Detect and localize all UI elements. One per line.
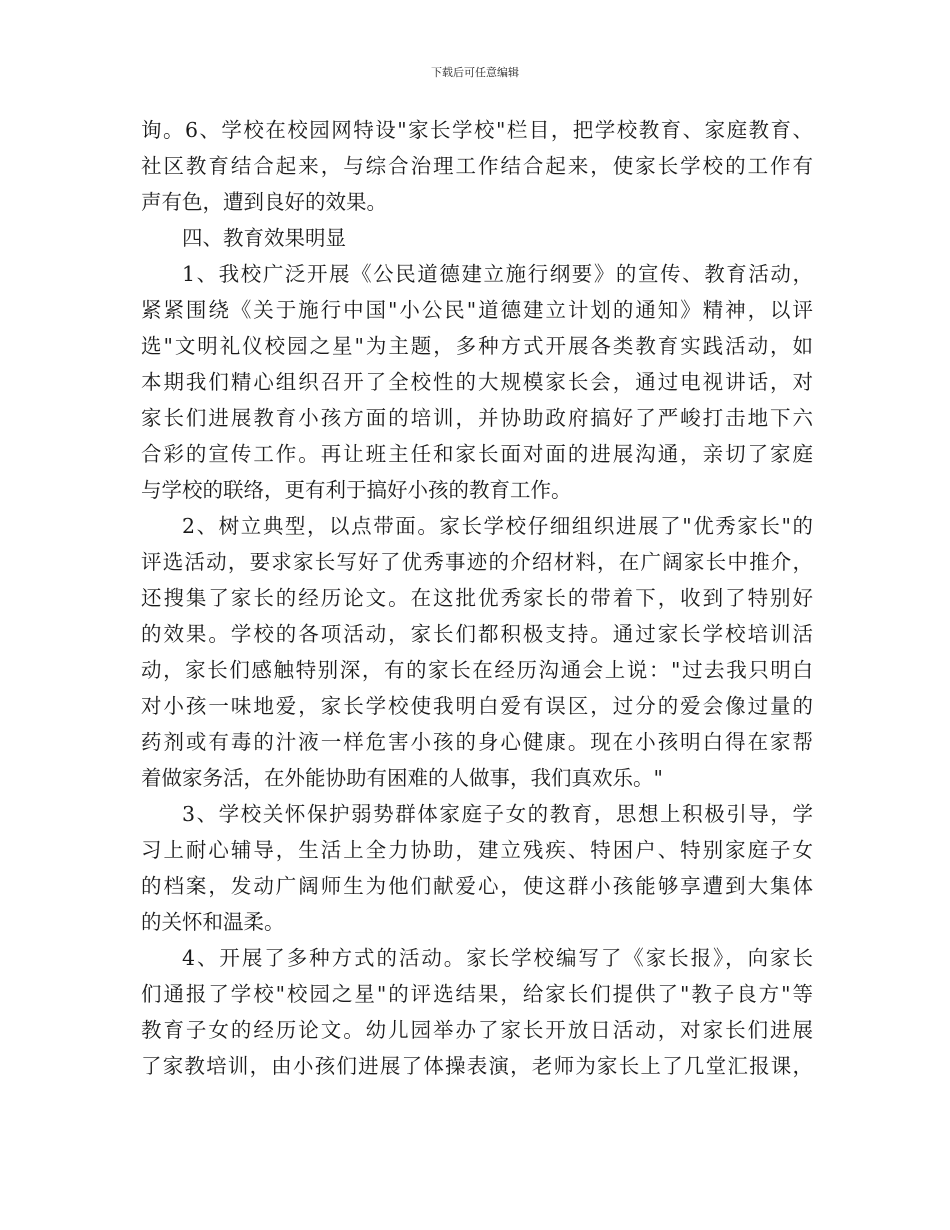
text-line: 动，家长们感触特别深，有的家长在经历沟通会上说："过去我只明白 (141, 658, 813, 682)
text-line: 对小孩一味地爱，家长学校使我明白爱有误区，过分的爱会像过量的 (141, 694, 813, 718)
text-line: 2、树立典型，以点带面。家长学校仔细组织进展了"优秀家长"的 (182, 514, 813, 538)
text-line: 习上耐心辅导，生活上全力协助，建立残疾、特困户、特别家庭子女 (141, 838, 813, 862)
text-line: 社区教育结合起来，与综合治理工作结合起来，使家长学校的工作有 (141, 154, 813, 178)
text-line: 3、学校关怀保护弱势群体家庭子女的教育，思想上积极引导，学 (182, 802, 813, 826)
text-line: 四、教育效果明显 (182, 226, 346, 250)
text-line: 了家教培训，由小孩们进展了体操表演，老师为家长上了几堂汇报课， (141, 1054, 813, 1078)
document-body (141, 112, 813, 1084)
text-line: 教育子女的经历论文。幼儿园举办了家长开放日活动，对家长们进展 (141, 1018, 813, 1042)
text-line: 1、我校广泛开展《公民道德建立施行纲要》的宣传、教育活动， (182, 262, 813, 286)
text-line: 合彩的宣传工作。再让班主任和家长面对面的进展沟通，亲切了家庭 (141, 442, 813, 466)
text-line: 们通报了学校"校园之星"的评选结果，给家长们提供了"教子良方"等 (141, 982, 813, 1006)
page-header: 下载后可任意编辑 (431, 66, 519, 79)
text-line: 紧紧围绕《关于施行中国"小公民"道德建立计划的通知》精神，以评 (141, 298, 813, 322)
text-line: 评选活动，要求家长写好了优秀事迹的介绍材料，在广阔家长中推介， (141, 550, 813, 574)
text-line: 的关怀和温柔。 (141, 910, 285, 934)
text-line: 与学校的联络，更有利于搞好小孩的教育工作。 (141, 478, 572, 502)
text-line: 本期我们精心组织召开了全校性的大规模家长会，通过电视讲话，对 (141, 370, 813, 394)
text-line: 询。6、学校在校园网特设"家长学校"栏目，把学校教育、家庭教育、 (141, 118, 813, 142)
text-line: 声有色，遭到良好的效果。 (141, 190, 387, 214)
text-line: 4、开展了多种方式的活动。家长学校编写了《家长报》，向家长 (182, 946, 813, 970)
text-line: 还搜集了家长的经历论文。在这批优秀家长的带着下，收到了特别好 (141, 586, 813, 610)
text-line: 家长们进展教育小孩方面的培训，并协助政府搞好了严峻打击地下六 (141, 406, 813, 430)
text-line: 的效果。学校的各项活动，家长们都积极支持。通过家长学校培训活 (141, 622, 813, 646)
text-line: 着做家务活，在外能协助有困难的人做事，我们真欢乐。" (141, 766, 663, 790)
text-line: 的档案，发动广阔师生为他们献爱心，使这群小孩能够享遭到大集体 (141, 874, 813, 898)
text-line: 选"文明礼仪校园之星"为主题，多种方式开展各类教育实践活动，如 (141, 334, 813, 358)
text-line: 药剂或有毒的汁液一样危害小孩的身心健康。现在小孩明白得在家帮 (141, 730, 813, 754)
